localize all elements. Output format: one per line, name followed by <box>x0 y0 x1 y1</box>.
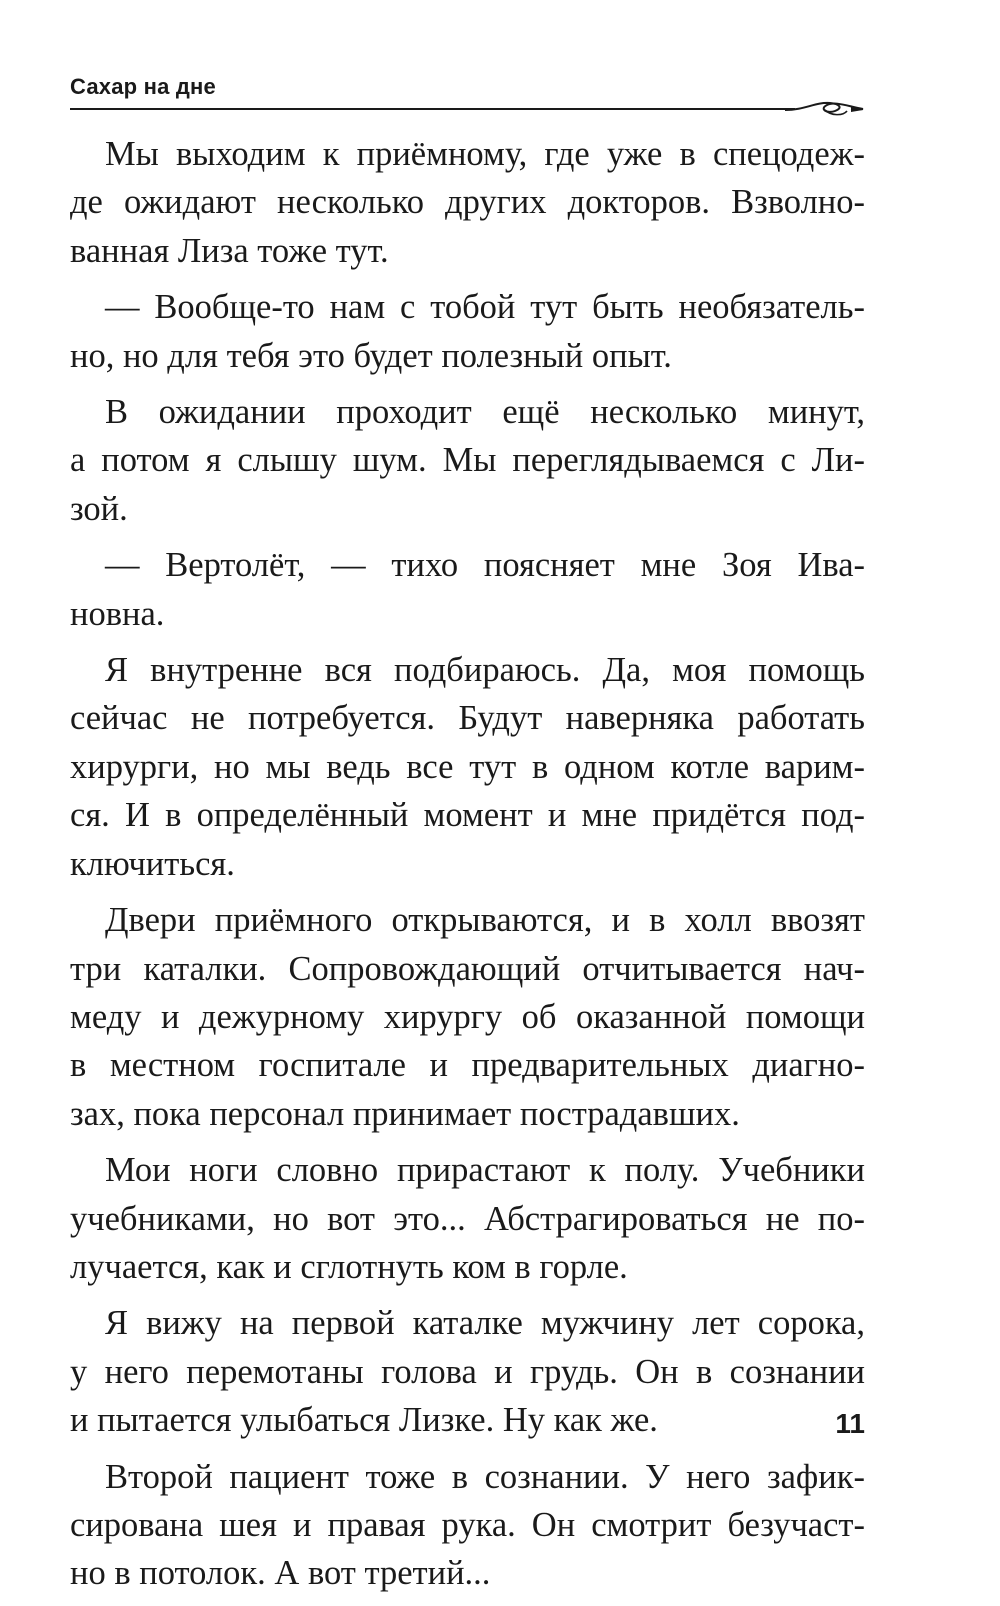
text-line: а потом я слышу шум. Мы переглядываемся с Ли- <box>70 441 865 480</box>
text-line: Я вижу на первой каталке мужчину лет сорока, <box>105 1304 865 1343</box>
paragraph <box>70 1146 865 1291</box>
flourish-ornament-icon <box>785 94 865 124</box>
text-line: — Вообще-то нам с тобой тут быть необязатель- <box>105 288 865 327</box>
text-line: сирована шея и правая рука. Он смотрит безучаст- <box>70 1505 865 1544</box>
text-line: у него перемотаны голова и грудь. Он в сознании <box>70 1352 865 1391</box>
text-line: но, но для тебя это будет полезный опыт. <box>70 336 672 375</box>
text-line: учебниками, но вот это... Абстрагироваться не по- <box>70 1199 865 1238</box>
paragraph <box>70 646 865 888</box>
header-rule <box>70 108 795 110</box>
text-line: и пытается улыбаться Лизке. Ну как же. <box>70 1401 658 1440</box>
paragraph <box>70 541 865 638</box>
text-line: зах, пока персонал принимает пострадавших. <box>70 1094 740 1133</box>
text-line: ключиться. <box>70 844 235 883</box>
text-line: Мои ноги словно прирастают к полу. Учебники <box>105 1151 865 1190</box>
body-text <box>70 130 865 1606</box>
text-line: Второй пациент тоже в сознании. У него зафик- <box>105 1457 865 1496</box>
text-line: новна. <box>70 594 165 633</box>
paragraph <box>70 1299 865 1444</box>
text-line: ся. И в определённый момент и мне придётся под- <box>70 796 865 835</box>
text-line: Я внутренне вся подбираюсь. Да, моя помощь <box>105 651 865 690</box>
running-header <box>70 74 865 114</box>
paragraph <box>70 896 865 1138</box>
text-line: меду и дежурному хирургу об оказанной помощи <box>70 997 865 1036</box>
text-line: три каталки. Сопровождающий отчитывается нач- <box>70 949 865 988</box>
paragraph <box>70 130 865 275</box>
paragraph <box>70 283 865 380</box>
text-line: в местном госпитале и предварительных диагно- <box>70 1046 865 1085</box>
text-line: сейчас не потребуется. Будут наверняка работать <box>70 699 865 738</box>
text-line: Мы выходим к приёмному, где уже в спецодеж- <box>105 135 865 173</box>
text-line: ванная Лиза тоже тут. <box>70 231 389 270</box>
page-number: 11 <box>835 1408 865 1439</box>
text-line: но в потолок. А вот третий... <box>70 1554 491 1593</box>
running-head-title: Сахар на дне <box>70 74 216 99</box>
text-line: — Вертолёт, — тихо поясняет мне Зоя Ива- <box>105 546 865 585</box>
paragraph <box>70 1453 865 1598</box>
paragraph <box>70 388 865 533</box>
text-line: В ожидании проходит ещё несколько минут, <box>105 393 865 432</box>
text-line: хирурги, но мы ведь все тут в одном котле варим- <box>70 747 865 786</box>
text-line: де ожидают несколько других докторов. Взволно- <box>70 183 865 222</box>
text-line: зой. <box>70 489 128 528</box>
text-line: лучается, как и сглотнуть ком в горле. <box>70 1247 628 1286</box>
text-line: Двери приёмного открываются, и в холл ввозят <box>105 901 865 940</box>
